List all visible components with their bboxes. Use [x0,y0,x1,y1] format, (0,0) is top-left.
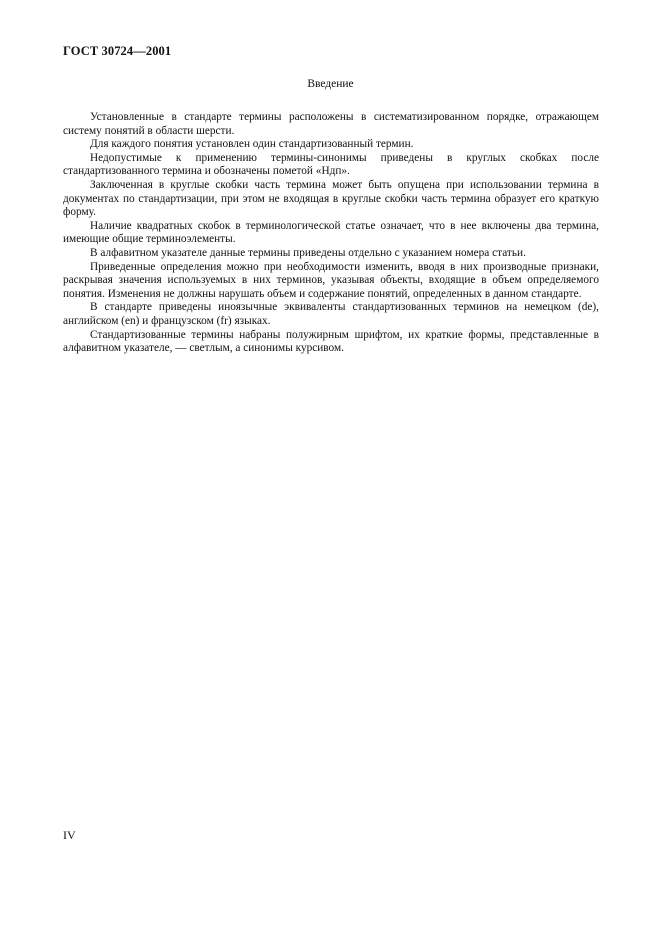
paragraph-parentheses: Заключенная в круглые скобки часть термина может быть опущена при использовании термина в документах по стандартизации, при этом не входящая в круглые скобки часть термина образует его краткую форму. [63,178,599,219]
paragraph-term-order: Установленные в стандарте термины расположены в систематизированном порядке, отражающем систему понятий в области шерсти. [63,111,599,137]
introduction-body [63,111,599,356]
standard-code: ГОСТ 30724—2001 [63,44,172,58]
paragraph-synonyms: Недопустимые к применению термины-синонимы приведены в круглых скобках после стандартизованного термина и обозначены пометой «Ндп». [63,151,599,178]
paragraph-alphabetic-index: В алфавитном указателе данные термины приведены отдельно с указанием номера статьи. [90,246,526,259]
paragraph-foreign-equivalents: В стандарте приведены иноязычные эквиваленты стандартизованных терминов на немецком (de), английском (en) и французском (fr) языках. [63,301,599,327]
paragraph-typography: Стандартизованные термины набраны полужирным шрифтом, их краткие формы, представленные в алфавитном указателе, — светлым, а синонимы курсивом. [63,328,599,355]
paragraph-square-brackets: Наличие квадратных скобок в терминологической статье означает, что в нее включены два термина, имеющие общие терминоэлементы. [63,219,599,246]
paragraph-one-term: Для каждого понятия установлен один стандартизованный термин. [90,138,414,151]
document-header [63,44,171,59]
paragraph-definitions: Приведенные определения можно при необходимости изменить, вводя в них производные признаки, раскрывая значения используемых в них терминов, указывая объекты, входящие в объем определяемого понятия. Изменения не должны нарушать объем и содержание понятий, определенных в данном стандарте. [63,260,599,300]
section-title: Введение [307,78,354,90]
page-number: IV [63,828,76,842]
